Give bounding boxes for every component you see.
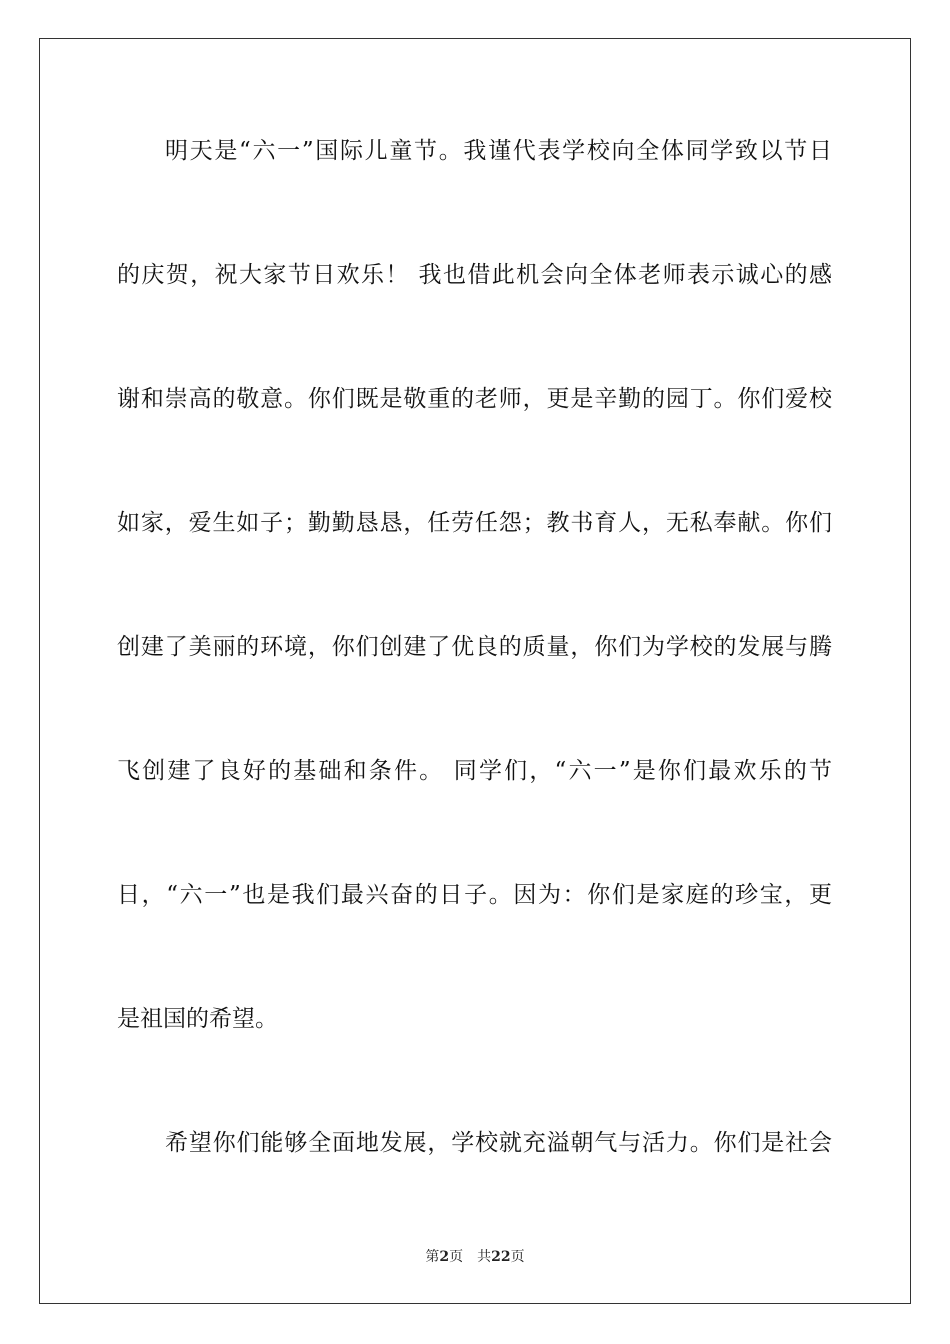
total-suffix: 页 xyxy=(510,1249,525,1265)
paragraph-line: 飞创建了良好的基础和条件。 同学们，“六一”是你们最欢乐的节 xyxy=(117,758,832,784)
paragraph-line: 明天是“六一”国际儿童节。我谨代表学校向全体同学致以节日 xyxy=(165,138,832,164)
paragraph-line: 创建了美丽的环境，你们创建了优良的质量，你们为学校的发展与腾 xyxy=(117,634,832,660)
page-footer xyxy=(0,1248,950,1266)
paragraph-line: 希望你们能够全面地发展，学校就充溢朝气与活力。你们是社会 xyxy=(165,1130,832,1156)
paragraph-line: 谢和崇高的敬意。你们既是敬重的老师，更是辛勤的园丁。你们爱校 xyxy=(117,386,832,412)
page-suffix: 页 xyxy=(449,1249,464,1265)
page-number: 2 xyxy=(439,1249,450,1265)
page-prefix: 第 xyxy=(425,1249,440,1265)
total-prefix: 共 xyxy=(477,1249,492,1265)
paragraph-line: 是祖国的希望。 xyxy=(117,1006,278,1032)
paragraph-line: 如家，爱生如子；勤勤恳恳，任劳任怨；教书育人，无私奉献。你们 xyxy=(117,510,832,536)
paragraph-line: 的庆贺，祝大家节日欢乐！ 我也借此机会向全体老师表示诚心的感 xyxy=(117,262,832,288)
paragraph-line: 日，“六一”也是我们最兴奋的日子。因为：你们是家庭的珍宝，更 xyxy=(117,882,832,908)
page-frame xyxy=(39,38,911,1304)
total-pages: 22 xyxy=(491,1249,511,1265)
